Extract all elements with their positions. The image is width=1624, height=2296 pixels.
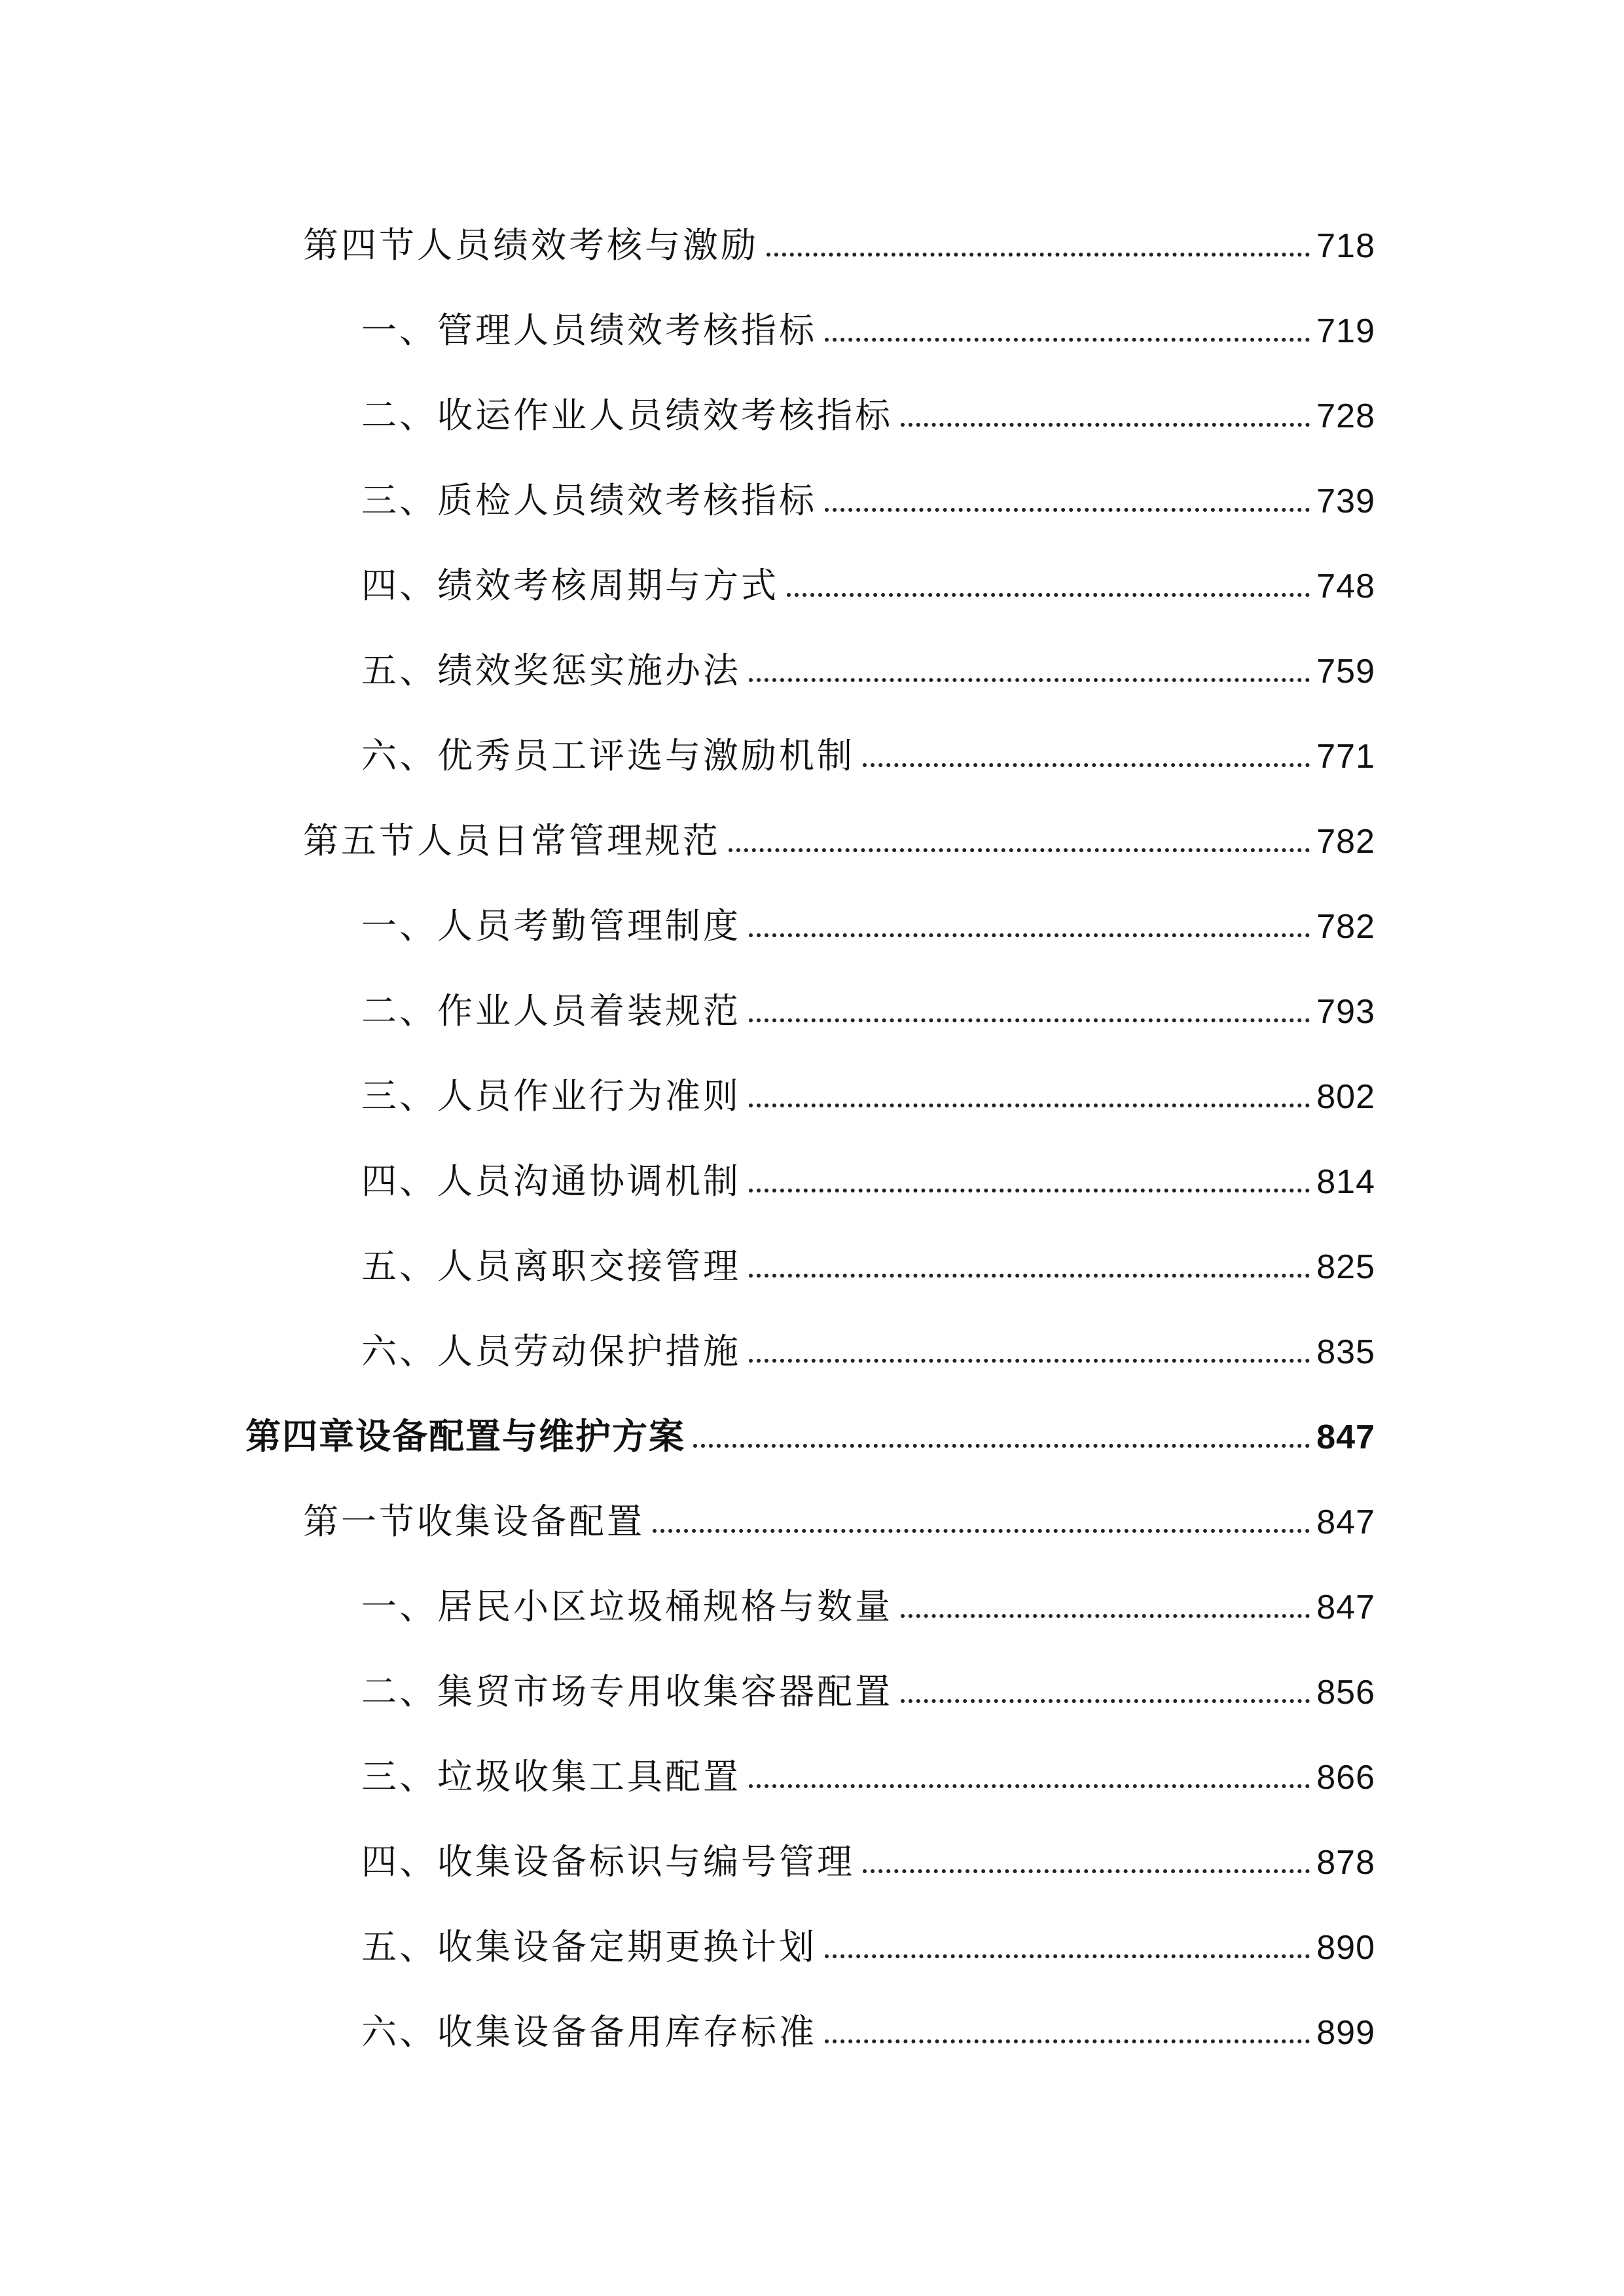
toc-dot-leader	[749, 1018, 1310, 1022]
toc-entry-title: 第四节人员绩效考核与激励	[303, 224, 759, 266]
toc-entry[interactable]	[361, 721, 1375, 774]
toc-page-number: 890	[1316, 1929, 1375, 1967]
toc-dot-leader	[825, 338, 1310, 342]
toc-entry[interactable]	[361, 1657, 1375, 1710]
toc-entry-title: 一、人员考勤管理制度	[361, 905, 741, 946]
toc-entry[interactable]	[361, 636, 1375, 689]
toc-dot-leader	[825, 508, 1310, 512]
toc-dot-leader	[749, 1784, 1310, 1788]
toc-entry-title: 三、质检人员绩效考核指标	[361, 480, 817, 521]
toc-dot-leader	[749, 1274, 1310, 1278]
toc-dot-leader	[901, 423, 1310, 427]
toc-entry-title: 二、作业人员着装规范	[361, 990, 741, 1031]
toc-page-number: 856	[1316, 1674, 1375, 1712]
toc-page-number: 802	[1316, 1078, 1375, 1116]
toc-dot-leader	[749, 1103, 1310, 1107]
toc-entry[interactable]	[361, 977, 1375, 1029]
toc-entry[interactable]	[361, 466, 1375, 521]
toc-page-number: 728	[1316, 397, 1375, 435]
toc-entry-title: 第四章设备配置与维护方案	[245, 1416, 685, 1457]
toc-dot-leader	[863, 763, 1310, 767]
toc-entry-title: 五、绩效奖惩实施办法	[361, 650, 741, 691]
toc-entry-title: 六、收集设备备用库存标准	[361, 2011, 817, 2053]
toc-page-number: 866	[1316, 1759, 1375, 1797]
toc-page-number: 793	[1316, 993, 1375, 1031]
toc-entry-title: 四、绩效考核周期与方式	[361, 565, 779, 606]
toc-page-number: 878	[1316, 1844, 1375, 1882]
toc-entry-title: 三、人员作业行为准则	[361, 1075, 741, 1117]
toc-entry[interactable]	[361, 1912, 1375, 1965]
toc-page-number: 782	[1316, 823, 1375, 861]
toc-entry-title: 第五节人员日常管理规范	[303, 820, 721, 861]
toc-entry[interactable]	[361, 1742, 1375, 1795]
toc-dot-leader	[901, 1699, 1310, 1703]
toc-dot-leader	[901, 1614, 1310, 1618]
toc-dot-leader	[767, 253, 1310, 257]
toc-entry-title: 一、管理人员绩效考核指标	[361, 310, 817, 351]
toc-dot-leader	[729, 848, 1310, 852]
toc-entry[interactable]	[361, 891, 1375, 944]
toc-entry[interactable]	[361, 1572, 1375, 1627]
toc-page-number: 899	[1316, 2014, 1375, 2052]
toc-entry-title: 一、居民小区垃圾桶规格与数量	[361, 1586, 893, 1627]
toc-dot-leader	[749, 1359, 1310, 1363]
toc-dot-leader	[825, 1954, 1310, 1958]
toc-entry-title: 五、收集设备定期更换计划	[361, 1926, 817, 1967]
toc-page-number: 739	[1316, 482, 1375, 520]
toc-entry[interactable]	[361, 1062, 1375, 1117]
toc-page-number: 748	[1316, 567, 1375, 605]
toc-dot-leader	[863, 1869, 1310, 1873]
toc-entry[interactable]	[303, 806, 1375, 859]
toc-page-number: 719	[1316, 312, 1375, 350]
toc-dot-leader	[749, 1189, 1310, 1193]
toc-entry[interactable]	[361, 1232, 1375, 1287]
toc-dot-leader	[693, 1444, 1310, 1448]
toc-entry-title: 第一节收集设备配置	[303, 1501, 645, 1542]
toc-entry[interactable]	[245, 1402, 1375, 1457]
toc-entry[interactable]	[361, 1147, 1375, 1202]
toc-page-number: 825	[1316, 1248, 1375, 1286]
toc-page-number: 771	[1316, 738, 1375, 776]
toc-entry-title: 二、收运作业人员绩效考核指标	[361, 395, 893, 436]
toc-page-number: 847	[1316, 1503, 1375, 1541]
toc-entry[interactable]	[303, 1487, 1375, 1542]
toc-entry-title: 五、人员离职交接管理	[361, 1246, 741, 1287]
toc-entry[interactable]	[361, 1827, 1375, 1880]
toc-page-number: 814	[1316, 1163, 1375, 1201]
toc-dot-leader	[749, 933, 1310, 937]
toc-entry[interactable]	[361, 381, 1375, 436]
toc-page-number: 847	[1316, 1588, 1375, 1626]
toc-entry-title: 四、收集设备标识与编号管理	[361, 1841, 855, 1882]
toc-entry-title: 二、集贸市场专用收集容器配置	[361, 1671, 893, 1712]
toc-entry[interactable]	[361, 1998, 1375, 2053]
toc-entry[interactable]	[361, 296, 1375, 351]
toc-page-number: 835	[1316, 1333, 1375, 1371]
toc-entry[interactable]	[303, 211, 1375, 266]
toc-entry-title: 三、垃圾收集工具配置	[361, 1756, 741, 1797]
toc-dot-leader	[787, 593, 1310, 597]
toc-entry-title: 六、人员劳动保护措施	[361, 1331, 741, 1372]
toc-page-number: 759	[1316, 653, 1375, 691]
toc-entry-title: 四、人员沟通协调机制	[361, 1160, 741, 1202]
toc-entry[interactable]	[361, 1317, 1375, 1372]
toc-dot-leader	[749, 678, 1310, 682]
toc-page-number: 782	[1316, 908, 1375, 946]
toc-page-number: 718	[1316, 227, 1375, 265]
toc-dot-leader	[825, 2039, 1310, 2043]
toc-entry-title: 六、优秀员工评选与激励机制	[361, 735, 855, 776]
toc-dot-leader	[653, 1529, 1310, 1533]
toc-entry[interactable]	[361, 551, 1375, 606]
toc-page-number: 847	[1316, 1418, 1375, 1456]
